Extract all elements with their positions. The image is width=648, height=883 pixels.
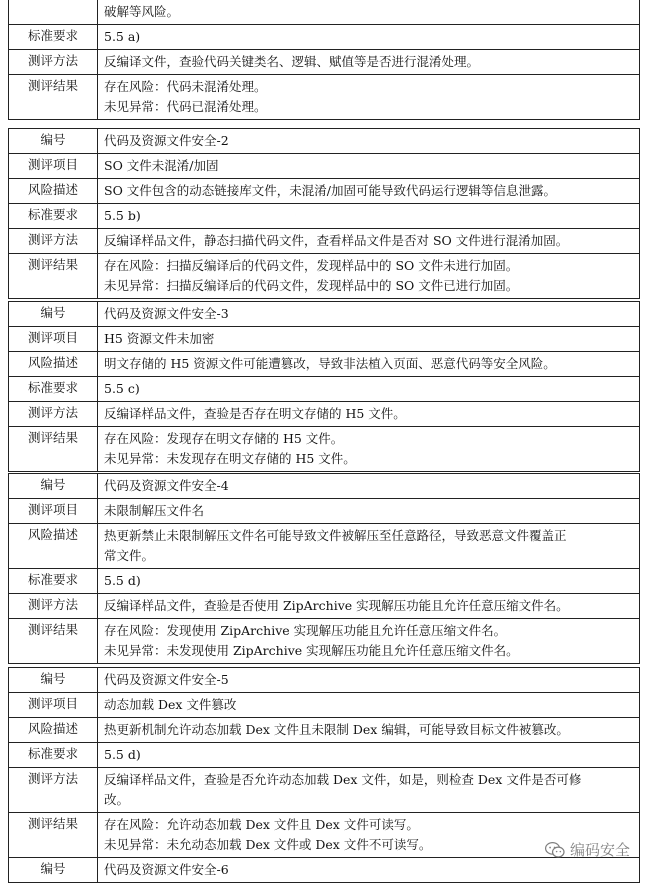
field-value-line: SO 文件未混淆/加固 xyxy=(104,158,219,173)
field-value-line: 代码及资源文件安全-3 xyxy=(104,306,229,321)
field-label: 编号 xyxy=(9,474,98,499)
spec-table xyxy=(8,857,640,883)
field-label: 编号 xyxy=(9,302,98,327)
field-value-line: 存在风险：发现使用 ZipArchive 实现解压功能且允许任意压缩文件名。 xyxy=(104,623,507,638)
field-value xyxy=(98,668,640,693)
table-row xyxy=(9,594,640,619)
field-value xyxy=(98,743,640,768)
field-value xyxy=(98,474,640,499)
field-label: 测评项目 xyxy=(9,499,98,524)
table-row xyxy=(9,75,640,120)
field-value-line: 5.5 d) xyxy=(104,573,141,588)
field-label: 风险描述 xyxy=(9,718,98,743)
field-label: 测评方法 xyxy=(9,768,98,813)
field-value xyxy=(98,302,640,327)
field-label: 测评方法 xyxy=(9,50,98,75)
field-value-line: 反编译样品文件，静态扫描代码文件，查看样品文件是否对 SO 文件进行混淆加固。 xyxy=(104,233,569,248)
watermark-text: 编码安全 xyxy=(569,841,630,859)
field-value xyxy=(98,352,640,377)
table-row xyxy=(9,154,640,179)
watermark xyxy=(544,839,630,860)
field-value-line: 未见异常：未允动态加载 Dex 文件或 Dex 文件不可读写。 xyxy=(104,837,432,852)
table-row xyxy=(9,204,640,229)
field-value-line: 反编译样品文件，查验是否存在明文存储的 H5 文件。 xyxy=(104,406,406,421)
field-value xyxy=(98,75,640,120)
field-value xyxy=(98,524,640,569)
field-value-line: 改。 xyxy=(104,792,130,807)
field-value-line: 热更新机制允许动态加载 Dex 文件且未限制 Dex 编辑，可能导致目标文件被篡改。 xyxy=(104,722,569,737)
field-value xyxy=(98,254,640,299)
table-row xyxy=(9,743,640,768)
table-row xyxy=(9,254,640,299)
table-row xyxy=(9,402,640,427)
table-row xyxy=(9,427,640,472)
table-row xyxy=(9,377,640,402)
table-row xyxy=(9,569,640,594)
field-label: 测评项目 xyxy=(9,327,98,352)
field-value-line: 代码及资源文件安全-2 xyxy=(104,133,229,148)
field-value-line: 5.5 a) xyxy=(104,29,141,44)
field-value-line: 未见异常：代码已混淆处理。 xyxy=(104,99,267,114)
field-label: 标准要求 xyxy=(9,25,98,50)
field-value-line: 反编译样品文件，查验是否使用 ZipArchive 实现解压功能且允许任意压缩文件名。 xyxy=(104,598,569,613)
field-label: 测评项目 xyxy=(9,154,98,179)
field-value xyxy=(98,154,640,179)
table-row xyxy=(9,50,640,75)
table-row xyxy=(9,0,640,25)
table-row xyxy=(9,619,640,664)
field-value-line: 5.5 d) xyxy=(104,747,141,762)
field-value-line: 常文件。 xyxy=(104,548,155,563)
field-label: 测评项目 xyxy=(9,693,98,718)
field-value-line: 存在风险：扫描反编译后的代码文件，发现样品中的 SO 文件未进行加固。 xyxy=(104,258,519,273)
field-value-line: 未限制解压文件名 xyxy=(104,503,205,518)
spec-table xyxy=(8,473,640,664)
field-value-line: 5.5 b) xyxy=(104,208,141,223)
spec-table xyxy=(8,128,640,299)
field-label: 测评方法 xyxy=(9,594,98,619)
field-label: 标准要求 xyxy=(9,743,98,768)
field-label: 测评结果 xyxy=(9,75,98,120)
field-value-line: 代码及资源文件安全-5 xyxy=(104,672,229,687)
table-row xyxy=(9,693,640,718)
field-value xyxy=(98,327,640,352)
field-label: 风险描述 xyxy=(9,352,98,377)
field-value-line: SO 文件包含的动态链接库文件，未混淆/加固可能导致代码运行逻辑等信息泄露。 xyxy=(104,183,556,198)
field-value-line: 明文存储的 H5 资源文件可能遭篡改，导致非法植入页面、恶意代码等安全风险。 xyxy=(104,356,556,371)
field-label: 标准要求 xyxy=(9,377,98,402)
table-row xyxy=(9,499,640,524)
field-value-line: 未见异常：扫描反编译后的代码文件，发现样品中的 SO 文件已进行加固。 xyxy=(104,278,519,293)
field-value xyxy=(98,229,640,254)
field-label: 测评结果 xyxy=(9,427,98,472)
table-row xyxy=(9,524,640,569)
wechat-icon xyxy=(544,841,566,859)
field-value-line: 代码及资源文件安全-6 xyxy=(104,862,229,877)
field-value xyxy=(98,693,640,718)
field-value xyxy=(98,499,640,524)
field-label: 风险描述 xyxy=(9,524,98,569)
table-row xyxy=(9,129,640,154)
table-row xyxy=(9,25,640,50)
field-value-line: 动态加载 Dex 文件篡改 xyxy=(104,697,237,712)
field-label: 测评方法 xyxy=(9,402,98,427)
field-label: 测评方法 xyxy=(9,229,98,254)
field-value-line: 反编译文件，查验代码关键类名、逻辑、赋值等是否进行混淆处理。 xyxy=(104,54,480,69)
field-label: 测评结果 xyxy=(9,254,98,299)
field-value xyxy=(98,50,640,75)
field-label: 测评结果 xyxy=(9,813,98,858)
field-value-line: 存在风险：发现存在明文存储的 H5 文件。 xyxy=(104,431,344,446)
table-row xyxy=(9,179,640,204)
field-value xyxy=(98,129,640,154)
field-value xyxy=(98,619,640,664)
field-value-line: H5 资源文件未加密 xyxy=(104,331,215,346)
field-label xyxy=(9,0,98,25)
field-value-line: 存在风险：代码未混淆处理。 xyxy=(104,79,267,94)
field-value-line: 反编译样品文件，查验是否允许动态加载 Dex 文件，如是，则检查 Dex 文件是否可修 xyxy=(104,772,582,787)
field-value xyxy=(98,25,640,50)
table-row xyxy=(9,229,640,254)
field-value xyxy=(98,377,640,402)
field-value xyxy=(98,594,640,619)
field-value-line: 代码及资源文件安全-4 xyxy=(104,478,229,493)
field-value-line: 破解等风险。 xyxy=(104,4,180,19)
field-value-line: 未见异常：未发现使用 ZipArchive 实现解压功能且允许任意压缩文件名。 xyxy=(104,643,519,658)
field-label: 测评结果 xyxy=(9,619,98,664)
spec-table xyxy=(8,301,640,472)
spec-table xyxy=(8,667,640,858)
field-value xyxy=(98,768,640,813)
field-value xyxy=(98,569,640,594)
field-value xyxy=(98,858,640,883)
field-label: 标准要求 xyxy=(9,204,98,229)
field-label: 风险描述 xyxy=(9,179,98,204)
table-row xyxy=(9,858,640,883)
field-value-line: 5.5 c) xyxy=(104,381,140,396)
field-value xyxy=(98,427,640,472)
table-row xyxy=(9,474,640,499)
field-value-line: 未见异常：未发现存在明文存储的 H5 文件。 xyxy=(104,451,356,466)
field-label: 编号 xyxy=(9,668,98,693)
field-value-line: 热更新禁止未限制解压文件名可能导致文件被解压至任意路径，导致恶意文件覆盖正 xyxy=(104,528,567,543)
table-row xyxy=(9,352,640,377)
table-row xyxy=(9,302,640,327)
field-value xyxy=(98,0,640,25)
field-value xyxy=(98,179,640,204)
spec-table xyxy=(8,0,640,120)
field-value xyxy=(98,402,640,427)
field-value-line: 存在风险：允许动态加载 Dex 文件且 Dex 文件可读写。 xyxy=(104,817,419,832)
field-value xyxy=(98,718,640,743)
field-label: 编号 xyxy=(9,858,98,883)
field-value xyxy=(98,204,640,229)
field-label: 编号 xyxy=(9,129,98,154)
field-label: 标准要求 xyxy=(9,569,98,594)
table-row xyxy=(9,718,640,743)
table-row xyxy=(9,327,640,352)
table-row xyxy=(9,768,640,813)
table-row xyxy=(9,668,640,693)
